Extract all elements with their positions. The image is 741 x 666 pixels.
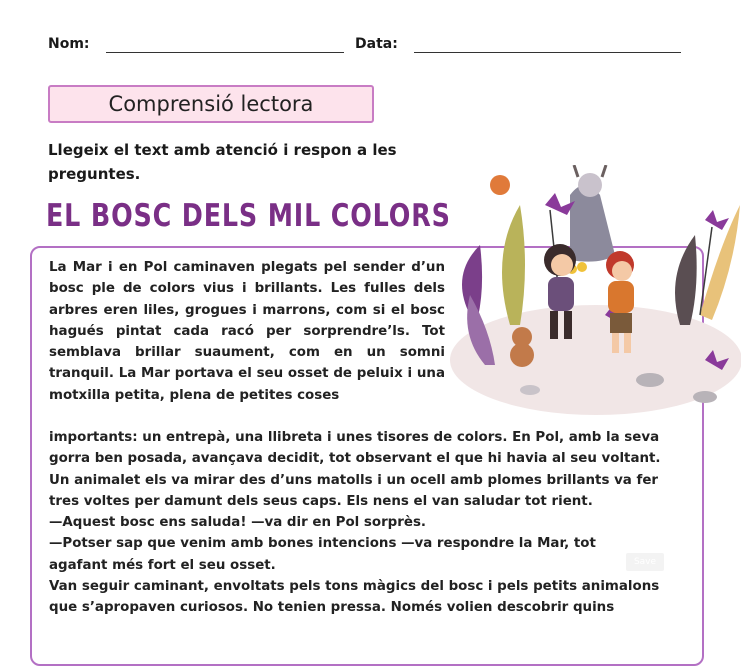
story-line: agafant més fort el seu osset. [49, 557, 276, 573]
date-field-line[interactable] [414, 52, 681, 53]
instruction-text: Llegeix el text amb atenció i respon a les preguntes. [48, 141, 397, 183]
section-tag: Comprensió lectora [48, 85, 374, 123]
story-line: —Potser sap que venim amb bones intencions —va respondre la Mar, tot [49, 536, 596, 552]
story-line: importants: un entrepà, una llibreta i unes tisores de colors. En Pol, amb la seva [49, 430, 660, 445]
story-line: gorra ben posada, avançava decidit, tot observant el que hi havia al seu voltant. [49, 451, 661, 467]
story-line: Un animalet els va mirar des d’uns matolls i un ocell amb plomes brillants va fer [49, 472, 659, 488]
story-line: Van seguir caminant, envoltats pels tons màgics del bosc i pels petits animalons [49, 579, 660, 595]
save-button[interactable]: Save [626, 553, 664, 571]
forest-children-illustration [450, 165, 741, 415]
story-paragraph-full [49, 427, 689, 619]
story-line: que s’apropaven curiosos. No tenien pressa. Només volien descobrir quins [49, 600, 615, 616]
name-field-line[interactable] [106, 52, 344, 53]
story-line: tres voltes per damunt dels seus caps. Els nens el van saludar tot rient. [49, 493, 593, 509]
date-label: Data: [355, 36, 398, 52]
name-label: Nom: [48, 36, 90, 52]
story-line: —Aquest bosc ens saluda! —va dir en Pol sorprès. [49, 515, 427, 531]
story-title: EL BOSC DELS MIL COLORS [46, 198, 451, 234]
story-paragraph-wrapped: La Mar i en Pol caminaven plegats pel sender d’un bosc ple de colors vius i brillants. Les fulles dels arbres eren liles, grogues i marrons, com si el bosc hagués pintat cada racó per sorprendre’ls. Tot semblava brillar suaument, com en un somni tranquil. La Mar portava el seu osset de peluix i una motxilla petita, plena de petites coses [49, 260, 445, 403]
